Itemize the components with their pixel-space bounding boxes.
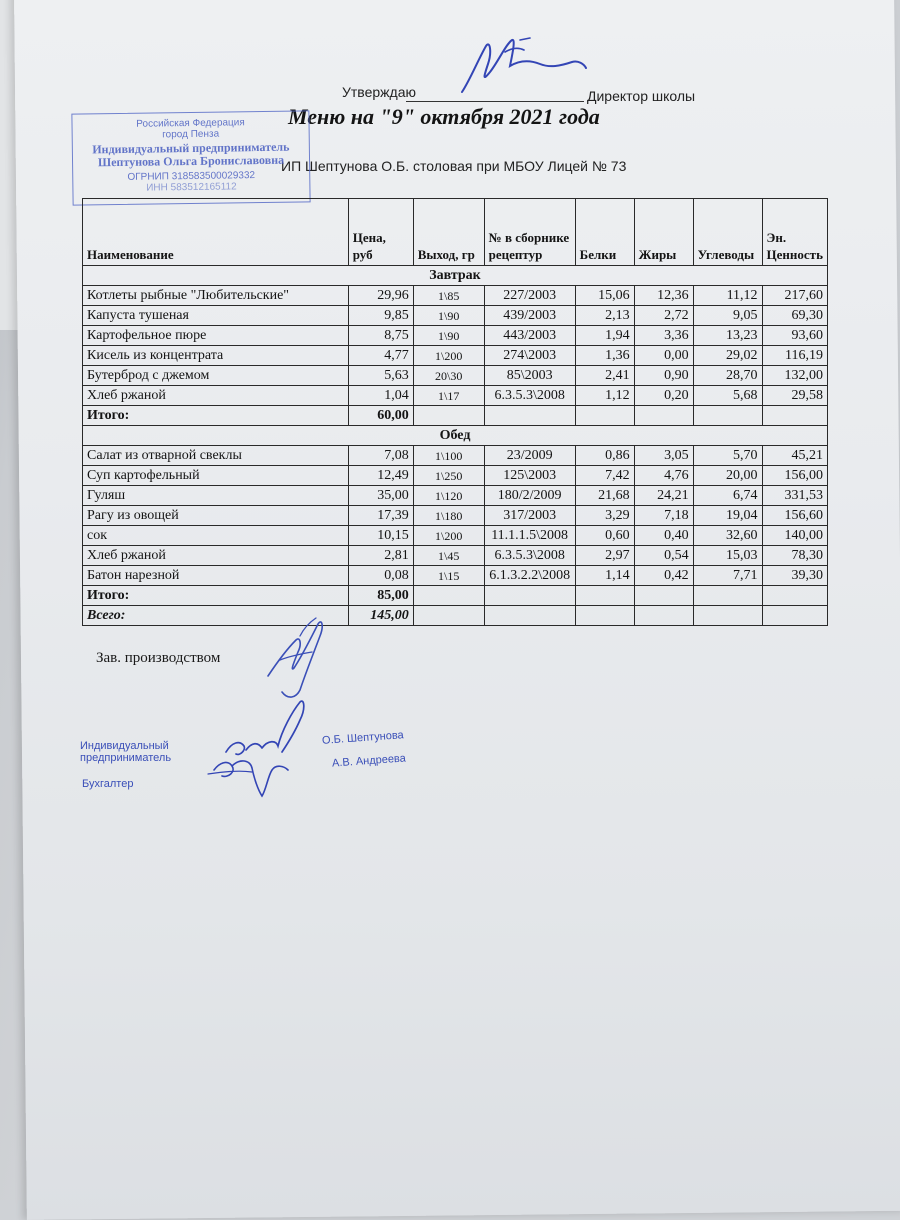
company-stamp <box>71 110 310 205</box>
recipe-number-cell: 6.3.5.3\2008 <box>484 546 575 566</box>
page-title: Меню на "9" октября 2021 года <box>288 104 600 129</box>
price-cell: 35,00 <box>348 486 413 506</box>
carbohydrates-cell: 7,71 <box>693 566 762 586</box>
fat-cell: 3,36 <box>634 326 693 346</box>
table-row <box>83 526 828 546</box>
recipe-number-cell: 317/2003 <box>484 506 575 526</box>
protein-cell: 1,14 <box>575 566 634 586</box>
price-cell: 0,08 <box>348 566 413 586</box>
table-row <box>83 466 828 486</box>
stamp-line: город Пенза <box>162 128 220 141</box>
dish-name-cell: Суп картофельный <box>83 466 349 486</box>
dish-name-cell: Картофельное пюре <box>83 326 349 346</box>
stamp-line: Российская Федерация <box>136 117 245 130</box>
price-cell: 5,63 <box>348 366 413 386</box>
column-header: Выход, гр <box>413 199 484 266</box>
protein-cell: 21,68 <box>575 486 634 506</box>
column-header: № в сборнике рецептур <box>484 199 575 266</box>
entrepreneur-label <box>80 740 171 764</box>
fat-cell: 0,90 <box>634 366 693 386</box>
section-row-breakfast <box>83 266 828 286</box>
section-label: Обед <box>83 426 828 446</box>
price-cell: 9,85 <box>348 306 413 326</box>
energy-value-cell: 93,60 <box>762 326 827 346</box>
column-header: Белки <box>575 199 634 266</box>
price-cell: 29,96 <box>348 286 413 306</box>
table-row <box>83 486 828 506</box>
yield-cell: 1\180 <box>413 506 484 526</box>
protein-cell: 15,06 <box>575 286 634 306</box>
dish-name-cell: Батон нарезной <box>83 566 349 586</box>
grand-total-row <box>83 606 828 626</box>
protein-cell: 7,42 <box>575 466 634 486</box>
fat-cell: 2,72 <box>634 306 693 326</box>
carbohydrates-cell: 15,03 <box>693 546 762 566</box>
dish-name-cell: Салат из отварной свеклы <box>83 446 349 466</box>
column-header: Цена, руб <box>348 199 413 266</box>
yield-cell: 1\250 <box>413 466 484 486</box>
recipe-number-cell: 227/2003 <box>484 286 575 306</box>
production-manager-label: Зав. производством <box>96 650 221 666</box>
entrepreneur-name: О.Б. Шептунова <box>321 729 405 747</box>
lunch-total-row <box>83 586 828 606</box>
carbohydrates-cell: 9,05 <box>693 306 762 326</box>
recipe-number-cell: 11.1.1.5\2008 <box>484 526 575 546</box>
protein-cell: 0,60 <box>575 526 634 546</box>
protein-cell: 2,41 <box>575 366 634 386</box>
fat-cell: 0,40 <box>634 526 693 546</box>
yield-cell: 20\30 <box>413 366 484 386</box>
section-row-lunch <box>83 426 828 446</box>
price-cell: 4,77 <box>348 346 413 366</box>
table-row <box>83 506 828 526</box>
price-cell: 17,39 <box>348 506 413 526</box>
energy-value-cell: 140,00 <box>762 526 827 546</box>
energy-value-cell: 39,30 <box>762 566 827 586</box>
protein-cell: 1,94 <box>575 326 634 346</box>
yield-cell: 1\45 <box>413 546 484 566</box>
grand-total-label: Всего: <box>83 606 349 626</box>
dish-name-cell: Котлеты рыбные "Любительские" <box>83 286 349 306</box>
energy-value-cell: 132,00 <box>762 366 827 386</box>
dish-name-cell: Бутерброд с джемом <box>83 366 349 386</box>
recipe-number-cell: 23/2009 <box>484 446 575 466</box>
carbohydrates-cell: 5,70 <box>693 446 762 466</box>
yield-cell: 1\200 <box>413 346 484 366</box>
yield-cell: 1\200 <box>413 526 484 546</box>
table-body <box>83 266 828 626</box>
table-row <box>83 306 828 326</box>
protein-cell: 1,36 <box>575 346 634 366</box>
stamp-line: ОГРНИП 318583500029332 <box>127 170 256 183</box>
column-header: Эн. Ценность <box>762 199 827 266</box>
page-subtitle: ИП Шептунова О.Б. столовая при МБОУ Лицей № 73 <box>281 158 627 174</box>
yield-cell: 1\90 <box>413 326 484 346</box>
recipe-number-cell: 274\2003 <box>484 346 575 366</box>
stamp-line: Индивидуальный предприниматель <box>92 139 290 157</box>
dish-name-cell: Хлеб ржаной <box>83 546 349 566</box>
price-cell: 12,49 <box>348 466 413 486</box>
table-row <box>83 286 828 306</box>
energy-value-cell: 217,60 <box>762 286 827 306</box>
column-header: Жиры <box>634 199 693 266</box>
column-header: Углеводы <box>693 199 762 266</box>
approval-underline <box>406 101 584 102</box>
recipe-number-cell: 439/2003 <box>484 306 575 326</box>
table-row <box>83 566 828 586</box>
yield-cell: 1\85 <box>413 286 484 306</box>
yield-cell: 1\17 <box>413 386 484 406</box>
table-row <box>83 446 828 466</box>
energy-value-cell: 116,19 <box>762 346 827 366</box>
entrepreneur-label-line: Индивидуальный <box>80 740 169 752</box>
recipe-number-cell: 85\2003 <box>484 366 575 386</box>
fat-cell: 4,76 <box>634 466 693 486</box>
dish-name-cell: Капуста тушеная <box>83 306 349 326</box>
fat-cell: 0,00 <box>634 346 693 366</box>
menu-table <box>82 198 828 626</box>
price-cell: 2,81 <box>348 546 413 566</box>
accountant-name: А.В. Андреева <box>331 752 407 770</box>
grand-total-value: 145,00 <box>348 606 413 626</box>
energy-value-cell: 331,53 <box>762 486 827 506</box>
accountant-label: Бухгалтер <box>82 778 134 790</box>
approve-label: Утверждаю <box>342 84 416 100</box>
energy-value-cell: 29,58 <box>762 386 827 406</box>
carbohydrates-cell: 6,74 <box>693 486 762 506</box>
carbohydrates-cell: 13,23 <box>693 326 762 346</box>
protein-cell: 2,13 <box>575 306 634 326</box>
energy-value-cell: 78,30 <box>762 546 827 566</box>
column-header: Наименование <box>83 199 349 266</box>
protein-cell: 3,29 <box>575 506 634 526</box>
table-row <box>83 346 828 366</box>
dish-name-cell: Хлеб ржаной <box>83 386 349 406</box>
total-value: 85,00 <box>348 586 413 606</box>
fat-cell: 0,54 <box>634 546 693 566</box>
total-label: Итого: <box>83 406 349 426</box>
energy-value-cell: 45,21 <box>762 446 827 466</box>
recipe-number-cell: 6.3.5.3\2008 <box>484 386 575 406</box>
fat-cell: 7,18 <box>634 506 693 526</box>
protein-cell: 2,97 <box>575 546 634 566</box>
protein-cell: 1,12 <box>575 386 634 406</box>
approval-line <box>342 84 722 104</box>
table-row <box>83 386 828 406</box>
fat-cell: 0,20 <box>634 386 693 406</box>
price-cell: 1,04 <box>348 386 413 406</box>
carbohydrates-cell: 5,68 <box>693 386 762 406</box>
price-cell: 10,15 <box>348 526 413 546</box>
yield-cell: 1\120 <box>413 486 484 506</box>
carbohydrates-cell: 28,70 <box>693 366 762 386</box>
recipe-number-cell: 180/2/2009 <box>484 486 575 506</box>
table-row <box>83 366 828 386</box>
section-label: Завтрак <box>83 266 828 286</box>
dish-name-cell: Гуляш <box>83 486 349 506</box>
price-cell: 7,08 <box>348 446 413 466</box>
fat-cell: 0,42 <box>634 566 693 586</box>
fat-cell: 24,21 <box>634 486 693 506</box>
carbohydrates-cell: 29,02 <box>693 346 762 366</box>
yield-cell: 1\100 <box>413 446 484 466</box>
table-row <box>83 546 828 566</box>
stamp-line: ИНН 583512165112 <box>146 181 237 194</box>
table-row <box>83 326 828 346</box>
table-header-row <box>83 199 828 266</box>
dish-name-cell: Кисель из концентрата <box>83 346 349 366</box>
recipe-number-cell: 125\2003 <box>484 466 575 486</box>
price-cell: 8,75 <box>348 326 413 346</box>
carbohydrates-cell: 32,60 <box>693 526 762 546</box>
recipe-number-cell: 443/2003 <box>484 326 575 346</box>
total-value: 60,00 <box>348 406 413 426</box>
dish-name-cell: Рагу из овощей <box>83 506 349 526</box>
director-label: Директор школы <box>587 88 696 104</box>
yield-cell: 1\90 <box>413 306 484 326</box>
breakfast-total-row <box>83 406 828 426</box>
fat-cell: 3,05 <box>634 446 693 466</box>
yield-cell: 1\15 <box>413 566 484 586</box>
protein-cell: 0,86 <box>575 446 634 466</box>
carbohydrates-cell: 11,12 <box>693 286 762 306</box>
energy-value-cell: 156,00 <box>762 466 827 486</box>
total-label: Итого: <box>83 586 349 606</box>
dish-name-cell: сок <box>83 526 349 546</box>
recipe-number-cell: 6.1.3.2.2\2008 <box>484 566 575 586</box>
fat-cell: 12,36 <box>634 286 693 306</box>
carbohydrates-cell: 19,04 <box>693 506 762 526</box>
stamp-line: Шептунова Ольга Брониславовна <box>97 152 285 170</box>
entrepreneur-label-line: предприниматель <box>80 752 172 764</box>
energy-value-cell: 69,30 <box>762 306 827 326</box>
energy-value-cell: 156,60 <box>762 506 827 526</box>
carbohydrates-cell: 20,00 <box>693 466 762 486</box>
